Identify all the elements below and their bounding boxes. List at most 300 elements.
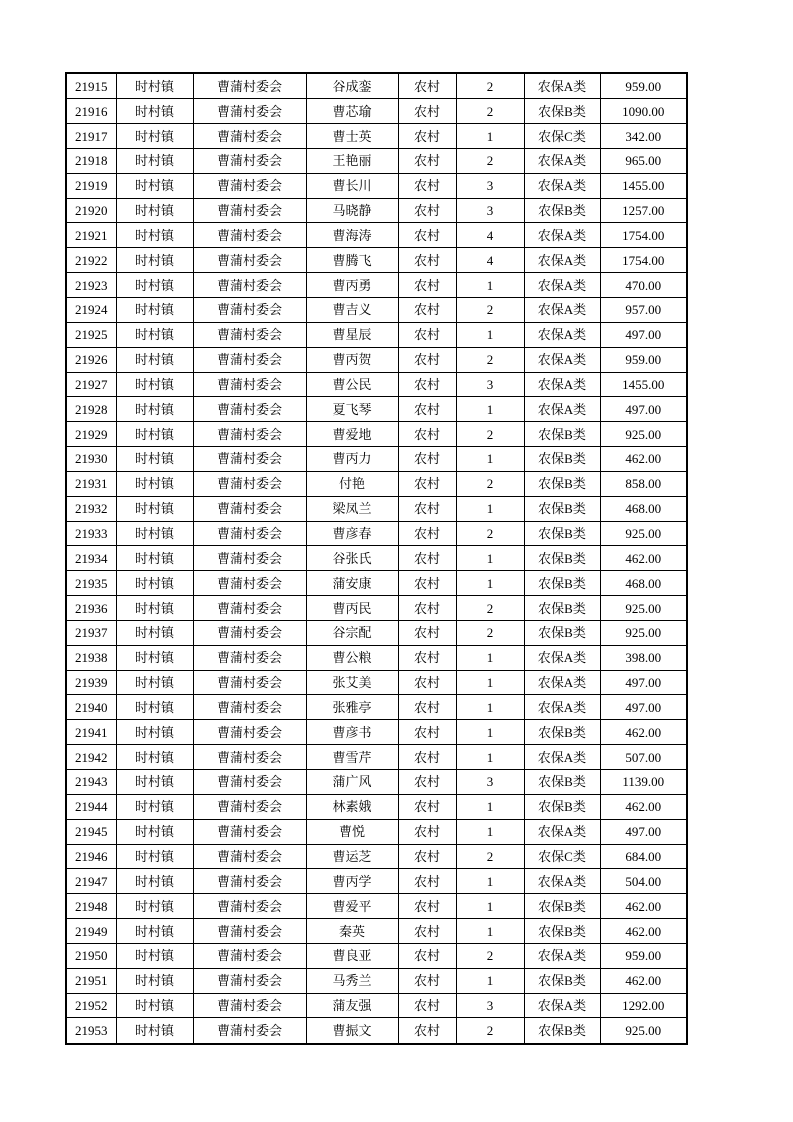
cell-town: 时村镇 — [116, 198, 193, 223]
cell-village: 曹蒲村委会 — [193, 1018, 306, 1044]
cell-serial: 21935 — [66, 571, 116, 596]
cell-category: 农保A类 — [524, 297, 600, 322]
cell-area: 农村 — [398, 770, 456, 795]
cell-serial: 21949 — [66, 919, 116, 944]
cell-count: 1 — [456, 397, 524, 422]
cell-village: 曹蒲村委会 — [193, 993, 306, 1018]
cell-serial: 21925 — [66, 322, 116, 347]
cell-count: 2 — [456, 471, 524, 496]
cell-serial: 21953 — [66, 1018, 116, 1044]
cell-town: 时村镇 — [116, 720, 193, 745]
cell-count: 1 — [456, 645, 524, 670]
table-row — [66, 372, 687, 397]
cell-category: 农保B类 — [524, 471, 600, 496]
cell-area: 农村 — [398, 720, 456, 745]
cell-area: 农村 — [398, 869, 456, 894]
cell-count: 1 — [456, 447, 524, 472]
cell-count: 1 — [456, 819, 524, 844]
cell-serial: 21936 — [66, 596, 116, 621]
cell-category: 农保B类 — [524, 596, 600, 621]
cell-name: 曹公粮 — [306, 645, 398, 670]
cell-village: 曹蒲村委会 — [193, 471, 306, 496]
cell-area: 农村 — [398, 347, 456, 372]
cell-serial: 21920 — [66, 198, 116, 223]
cell-category: 农保A类 — [524, 372, 600, 397]
cell-count: 1 — [456, 968, 524, 993]
cell-town: 时村镇 — [116, 496, 193, 521]
table-row — [66, 993, 687, 1018]
cell-count: 1 — [456, 670, 524, 695]
cell-town: 时村镇 — [116, 844, 193, 869]
cell-village: 曹蒲村委会 — [193, 422, 306, 447]
cell-count: 3 — [456, 173, 524, 198]
cell-serial: 21932 — [66, 496, 116, 521]
cell-town: 时村镇 — [116, 422, 193, 447]
table-row — [66, 99, 687, 124]
cell-count: 1 — [456, 273, 524, 298]
cell-village: 曹蒲村委会 — [193, 968, 306, 993]
cell-count: 1 — [456, 720, 524, 745]
records-table-body — [66, 73, 687, 1044]
cell-town: 时村镇 — [116, 347, 193, 372]
cell-count: 1 — [456, 919, 524, 944]
cell-category: 农保A类 — [524, 347, 600, 372]
cell-count: 1 — [456, 869, 524, 894]
table-row — [66, 720, 687, 745]
cell-serial: 21940 — [66, 695, 116, 720]
cell-category: 农保B类 — [524, 794, 600, 819]
cell-village: 曹蒲村委会 — [193, 770, 306, 795]
cell-name: 曹良亚 — [306, 943, 398, 968]
table-row — [66, 943, 687, 968]
cell-category: 农保C类 — [524, 844, 600, 869]
cell-town: 时村镇 — [116, 372, 193, 397]
cell-category: 农保A类 — [524, 869, 600, 894]
cell-category: 农保B类 — [524, 422, 600, 447]
table-row — [66, 273, 687, 298]
cell-area: 农村 — [398, 496, 456, 521]
table-row — [66, 794, 687, 819]
table-row — [66, 148, 687, 173]
cell-amount: 497.00 — [600, 695, 687, 720]
cell-town: 时村镇 — [116, 695, 193, 720]
cell-category: 农保B类 — [524, 496, 600, 521]
table-row — [66, 124, 687, 149]
cell-town: 时村镇 — [116, 745, 193, 770]
cell-amount: 462.00 — [600, 794, 687, 819]
table-row — [66, 546, 687, 571]
cell-amount: 497.00 — [600, 322, 687, 347]
cell-village: 曹蒲村委会 — [193, 645, 306, 670]
cell-village: 曹蒲村委会 — [193, 894, 306, 919]
table-row — [66, 397, 687, 422]
cell-serial: 21921 — [66, 223, 116, 248]
table-row — [66, 347, 687, 372]
cell-area: 农村 — [398, 173, 456, 198]
table-row — [66, 770, 687, 795]
cell-amount: 462.00 — [600, 447, 687, 472]
cell-serial: 21931 — [66, 471, 116, 496]
cell-name: 曹彦春 — [306, 521, 398, 546]
cell-amount: 959.00 — [600, 943, 687, 968]
cell-name: 曹长川 — [306, 173, 398, 198]
cell-category: 农保A类 — [524, 397, 600, 422]
cell-category: 农保B类 — [524, 546, 600, 571]
cell-category: 农保B类 — [524, 521, 600, 546]
cell-amount: 462.00 — [600, 894, 687, 919]
cell-name: 谷张氏 — [306, 546, 398, 571]
table-row — [66, 248, 687, 273]
table-row — [66, 745, 687, 770]
cell-area: 农村 — [398, 993, 456, 1018]
cell-category: 农保A类 — [524, 248, 600, 273]
cell-serial: 21922 — [66, 248, 116, 273]
table-row — [66, 670, 687, 695]
cell-village: 曹蒲村委会 — [193, 397, 306, 422]
table-row — [66, 471, 687, 496]
cell-town: 时村镇 — [116, 770, 193, 795]
cell-category: 农保A类 — [524, 173, 600, 198]
cell-amount: 504.00 — [600, 869, 687, 894]
cell-amount: 959.00 — [600, 73, 687, 99]
cell-amount: 965.00 — [600, 148, 687, 173]
cell-count: 2 — [456, 620, 524, 645]
cell-serial: 21948 — [66, 894, 116, 919]
cell-village: 曹蒲村委会 — [193, 571, 306, 596]
cell-area: 农村 — [398, 919, 456, 944]
cell-village: 曹蒲村委会 — [193, 73, 306, 99]
cell-amount: 925.00 — [600, 422, 687, 447]
cell-name: 曹海涛 — [306, 223, 398, 248]
cell-name: 张艾美 — [306, 670, 398, 695]
cell-name: 曹丙学 — [306, 869, 398, 894]
cell-amount: 1090.00 — [600, 99, 687, 124]
cell-amount: 1455.00 — [600, 173, 687, 198]
table-row — [66, 968, 687, 993]
cell-area: 农村 — [398, 571, 456, 596]
cell-count: 4 — [456, 223, 524, 248]
cell-name: 梁凤兰 — [306, 496, 398, 521]
cell-village: 曹蒲村委会 — [193, 273, 306, 298]
cell-town: 时村镇 — [116, 447, 193, 472]
cell-serial: 21934 — [66, 546, 116, 571]
cell-town: 时村镇 — [116, 943, 193, 968]
cell-serial: 21928 — [66, 397, 116, 422]
cell-serial: 21915 — [66, 73, 116, 99]
table-row — [66, 869, 687, 894]
cell-count: 1 — [456, 894, 524, 919]
table-row — [66, 73, 687, 99]
cell-category: 农保B类 — [524, 571, 600, 596]
cell-village: 曹蒲村委会 — [193, 322, 306, 347]
cell-area: 农村 — [398, 521, 456, 546]
cell-town: 时村镇 — [116, 645, 193, 670]
cell-village: 曹蒲村委会 — [193, 745, 306, 770]
cell-category: 农保A类 — [524, 819, 600, 844]
cell-amount: 1257.00 — [600, 198, 687, 223]
cell-serial: 21927 — [66, 372, 116, 397]
cell-name: 曹雪芹 — [306, 745, 398, 770]
cell-village: 曹蒲村委会 — [193, 546, 306, 571]
cell-name: 王艳丽 — [306, 148, 398, 173]
cell-village: 曹蒲村委会 — [193, 372, 306, 397]
cell-amount: 959.00 — [600, 347, 687, 372]
cell-town: 时村镇 — [116, 968, 193, 993]
table-row — [66, 620, 687, 645]
cell-serial: 21923 — [66, 273, 116, 298]
cell-category: 农保B类 — [524, 720, 600, 745]
cell-serial: 21919 — [66, 173, 116, 198]
cell-name: 曹芯瑜 — [306, 99, 398, 124]
cell-village: 曹蒲村委会 — [193, 223, 306, 248]
cell-amount: 470.00 — [600, 273, 687, 298]
cell-name: 曹腾飞 — [306, 248, 398, 273]
cell-name: 曹吉义 — [306, 297, 398, 322]
cell-name: 曹丙力 — [306, 447, 398, 472]
cell-area: 农村 — [398, 546, 456, 571]
cell-village: 曹蒲村委会 — [193, 670, 306, 695]
table-row — [66, 844, 687, 869]
cell-name: 曹彦书 — [306, 720, 398, 745]
cell-serial: 21939 — [66, 670, 116, 695]
table-row — [66, 496, 687, 521]
cell-category: 农保B类 — [524, 770, 600, 795]
cell-amount: 1455.00 — [600, 372, 687, 397]
cell-name: 马晓静 — [306, 198, 398, 223]
cell-area: 农村 — [398, 670, 456, 695]
cell-name: 曹丙民 — [306, 596, 398, 621]
cell-town: 时村镇 — [116, 273, 193, 298]
cell-name: 曹公民 — [306, 372, 398, 397]
cell-count: 3 — [456, 993, 524, 1018]
cell-serial: 21929 — [66, 422, 116, 447]
cell-count: 1 — [456, 496, 524, 521]
table-row — [66, 447, 687, 472]
cell-village: 曹蒲村委会 — [193, 496, 306, 521]
cell-count: 4 — [456, 248, 524, 273]
cell-category: 农保A类 — [524, 73, 600, 99]
cell-area: 农村 — [398, 620, 456, 645]
cell-town: 时村镇 — [116, 794, 193, 819]
cell-serial: 21924 — [66, 297, 116, 322]
cell-amount: 462.00 — [600, 919, 687, 944]
cell-village: 曹蒲村委会 — [193, 248, 306, 273]
table-row — [66, 596, 687, 621]
cell-area: 农村 — [398, 1018, 456, 1044]
cell-village: 曹蒲村委会 — [193, 99, 306, 124]
cell-category: 农保A类 — [524, 943, 600, 968]
cell-category: 农保A类 — [524, 993, 600, 1018]
cell-town: 时村镇 — [116, 73, 193, 99]
cell-count: 2 — [456, 596, 524, 621]
cell-amount: 398.00 — [600, 645, 687, 670]
cell-amount: 858.00 — [600, 471, 687, 496]
cell-town: 时村镇 — [116, 571, 193, 596]
cell-village: 曹蒲村委会 — [193, 347, 306, 372]
cell-category: 农保A类 — [524, 745, 600, 770]
table-row — [66, 1018, 687, 1044]
cell-count: 3 — [456, 198, 524, 223]
cell-name: 曹爱平 — [306, 894, 398, 919]
table-row — [66, 819, 687, 844]
cell-town: 时村镇 — [116, 124, 193, 149]
cell-village: 曹蒲村委会 — [193, 943, 306, 968]
cell-count: 3 — [456, 770, 524, 795]
cell-count: 2 — [456, 347, 524, 372]
cell-village: 曹蒲村委会 — [193, 148, 306, 173]
cell-village: 曹蒲村委会 — [193, 124, 306, 149]
cell-town: 时村镇 — [116, 1018, 193, 1044]
table-row — [66, 297, 687, 322]
cell-count: 1 — [456, 745, 524, 770]
cell-amount: 468.00 — [600, 496, 687, 521]
table-row — [66, 173, 687, 198]
cell-name: 谷宗配 — [306, 620, 398, 645]
cell-category: 农保B类 — [524, 620, 600, 645]
table-row — [66, 521, 687, 546]
cell-amount: 1754.00 — [600, 248, 687, 273]
cell-village: 曹蒲村委会 — [193, 919, 306, 944]
table-row — [66, 198, 687, 223]
table-row — [66, 695, 687, 720]
cell-amount: 957.00 — [600, 297, 687, 322]
cell-area: 农村 — [398, 422, 456, 447]
cell-town: 时村镇 — [116, 919, 193, 944]
cell-serial: 21917 — [66, 124, 116, 149]
cell-name: 张雅亭 — [306, 695, 398, 720]
cell-category: 农保A类 — [524, 322, 600, 347]
table-row — [66, 223, 687, 248]
cell-area: 农村 — [398, 745, 456, 770]
cell-category: 农保A类 — [524, 670, 600, 695]
records-table — [65, 72, 688, 1045]
table-row — [66, 571, 687, 596]
cell-count: 2 — [456, 844, 524, 869]
cell-town: 时村镇 — [116, 620, 193, 645]
cell-count: 1 — [456, 695, 524, 720]
cell-amount: 1754.00 — [600, 223, 687, 248]
cell-amount: 925.00 — [600, 596, 687, 621]
cell-village: 曹蒲村委会 — [193, 720, 306, 745]
cell-serial: 21944 — [66, 794, 116, 819]
cell-area: 农村 — [398, 819, 456, 844]
cell-village: 曹蒲村委会 — [193, 869, 306, 894]
cell-serial: 21941 — [66, 720, 116, 745]
cell-area: 农村 — [398, 943, 456, 968]
cell-area: 农村 — [398, 124, 456, 149]
cell-area: 农村 — [398, 471, 456, 496]
cell-serial: 21933 — [66, 521, 116, 546]
cell-area: 农村 — [398, 322, 456, 347]
cell-count: 1 — [456, 794, 524, 819]
cell-town: 时村镇 — [116, 993, 193, 1018]
cell-name: 林素娥 — [306, 794, 398, 819]
cell-serial: 21937 — [66, 620, 116, 645]
cell-amount: 1139.00 — [600, 770, 687, 795]
cell-area: 农村 — [398, 397, 456, 422]
cell-town: 时村镇 — [116, 596, 193, 621]
cell-name: 秦英 — [306, 919, 398, 944]
cell-category: 农保B类 — [524, 99, 600, 124]
cell-village: 曹蒲村委会 — [193, 844, 306, 869]
cell-serial: 21916 — [66, 99, 116, 124]
cell-area: 农村 — [398, 645, 456, 670]
cell-category: 农保A类 — [524, 148, 600, 173]
cell-town: 时村镇 — [116, 99, 193, 124]
cell-category: 农保A类 — [524, 695, 600, 720]
cell-amount: 462.00 — [600, 720, 687, 745]
cell-village: 曹蒲村委会 — [193, 794, 306, 819]
cell-area: 农村 — [398, 844, 456, 869]
cell-name: 蒲安康 — [306, 571, 398, 596]
cell-serial: 21952 — [66, 993, 116, 1018]
cell-village: 曹蒲村委会 — [193, 447, 306, 472]
cell-area: 农村 — [398, 73, 456, 99]
cell-area: 农村 — [398, 248, 456, 273]
cell-category: 农保B类 — [524, 968, 600, 993]
cell-town: 时村镇 — [116, 546, 193, 571]
cell-area: 农村 — [398, 223, 456, 248]
cell-category: 农保A类 — [524, 273, 600, 298]
cell-amount: 1292.00 — [600, 993, 687, 1018]
cell-amount: 462.00 — [600, 968, 687, 993]
cell-area: 农村 — [398, 695, 456, 720]
cell-town: 时村镇 — [116, 670, 193, 695]
cell-serial: 21943 — [66, 770, 116, 795]
cell-category: 农保B类 — [524, 894, 600, 919]
cell-category: 农保B类 — [524, 919, 600, 944]
cell-count: 2 — [456, 148, 524, 173]
cell-area: 农村 — [398, 596, 456, 621]
cell-name: 蒲广风 — [306, 770, 398, 795]
cell-village: 曹蒲村委会 — [193, 596, 306, 621]
cell-name: 曹悦 — [306, 819, 398, 844]
cell-amount: 925.00 — [600, 620, 687, 645]
cell-category: 农保A类 — [524, 223, 600, 248]
cell-serial: 21947 — [66, 869, 116, 894]
cell-area: 农村 — [398, 99, 456, 124]
cell-village: 曹蒲村委会 — [193, 297, 306, 322]
cell-town: 时村镇 — [116, 819, 193, 844]
cell-serial: 21926 — [66, 347, 116, 372]
cell-town: 时村镇 — [116, 894, 193, 919]
cell-town: 时村镇 — [116, 297, 193, 322]
cell-amount: 462.00 — [600, 546, 687, 571]
cell-amount: 497.00 — [600, 670, 687, 695]
cell-category: 农保B类 — [524, 198, 600, 223]
cell-count: 2 — [456, 943, 524, 968]
cell-count: 2 — [456, 422, 524, 447]
cell-amount: 468.00 — [600, 571, 687, 596]
cell-village: 曹蒲村委会 — [193, 620, 306, 645]
cell-town: 时村镇 — [116, 248, 193, 273]
table-row — [66, 322, 687, 347]
cell-category: 农保B类 — [524, 1018, 600, 1044]
cell-category: 农保C类 — [524, 124, 600, 149]
cell-name: 马秀兰 — [306, 968, 398, 993]
cell-amount: 925.00 — [600, 1018, 687, 1044]
cell-name: 谷成銮 — [306, 73, 398, 99]
cell-amount: 342.00 — [600, 124, 687, 149]
cell-area: 农村 — [398, 198, 456, 223]
cell-area: 农村 — [398, 372, 456, 397]
cell-count: 2 — [456, 73, 524, 99]
cell-town: 时村镇 — [116, 471, 193, 496]
cell-name: 曹振文 — [306, 1018, 398, 1044]
table-row — [66, 645, 687, 670]
cell-amount: 497.00 — [600, 397, 687, 422]
cell-count: 1 — [456, 322, 524, 347]
